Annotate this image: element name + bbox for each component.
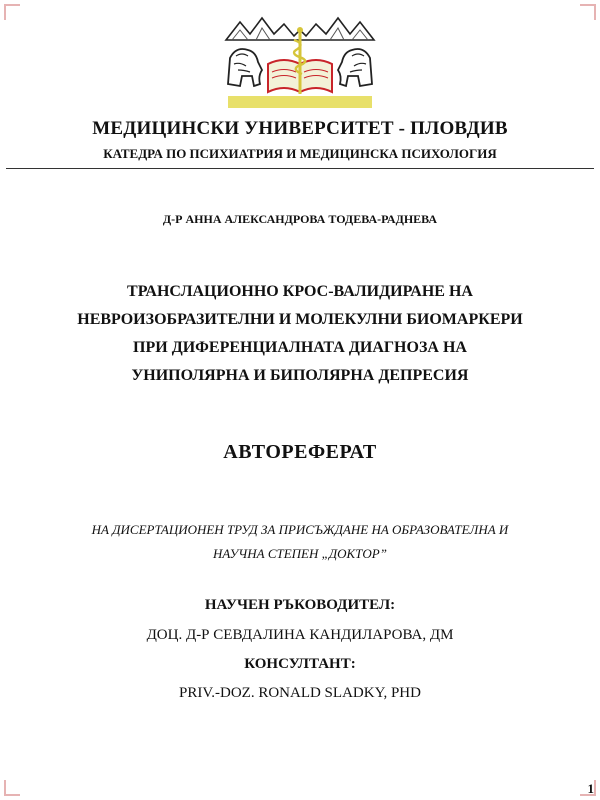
university-name: МЕДИЦИНСКИ УНИВЕРСИТЕТ - ПЛОВДИВ [92, 118, 508, 139]
description-line: НАУЧНА СТЕПЕН „ДОКТОР” [213, 546, 387, 561]
title-line: ПРИ ДИФЕРЕНЦИАЛНАТА ДИАГНОЗА НА [133, 339, 467, 356]
description-line: НА ДИСЕРТАЦИОНЕН ТРУД ЗА ПРИСЪЖДАНЕ НА ОБРАЗОВАТЕЛНА И [91, 522, 509, 537]
consultant-label: КОНСУЛТАНТ: [244, 656, 356, 672]
title-line: УНИПОЛЯРНА И БИПОЛЯРНА ДЕПРЕСИЯ [131, 367, 469, 384]
corner-mark [580, 4, 596, 20]
department-name: КАТЕДРА ПО ПСИХИАТРИЯ И МЕДИЦИНСКА ПСИХОЛОГИЯ [103, 146, 497, 161]
title-line: НЕВРОИЗОБРАЗИТЕЛНИ И МОЛЕКУЛНИ БИОМАРКЕРИ [77, 311, 523, 328]
title-line: ТРАНСЛАЦИОННО КРОС-ВАЛИДИРАНЕ НА [127, 283, 473, 300]
consultant-name: PRIV.-DOZ. RONALD SLADKY, PHD [179, 685, 421, 701]
supervisor-name: ДОЦ. Д-Р СЕВДАЛИНА КАНДИЛАРОВА, ДМ [146, 627, 454, 643]
corner-mark [4, 4, 20, 20]
corner-mark [4, 780, 20, 796]
university-crest-icon [222, 12, 378, 110]
page-number: 1 [587, 781, 594, 796]
author-name: Д-Р АННА АЛЕКСАНДРОВА ТОДЕВА-РАДНЕВА [162, 212, 438, 226]
supervisor-label: НАУЧЕН РЪКОВОДИТЕЛ: [204, 597, 396, 613]
document-type: АВТОРЕФЕРАТ [223, 441, 377, 463]
header-divider [6, 168, 594, 169]
